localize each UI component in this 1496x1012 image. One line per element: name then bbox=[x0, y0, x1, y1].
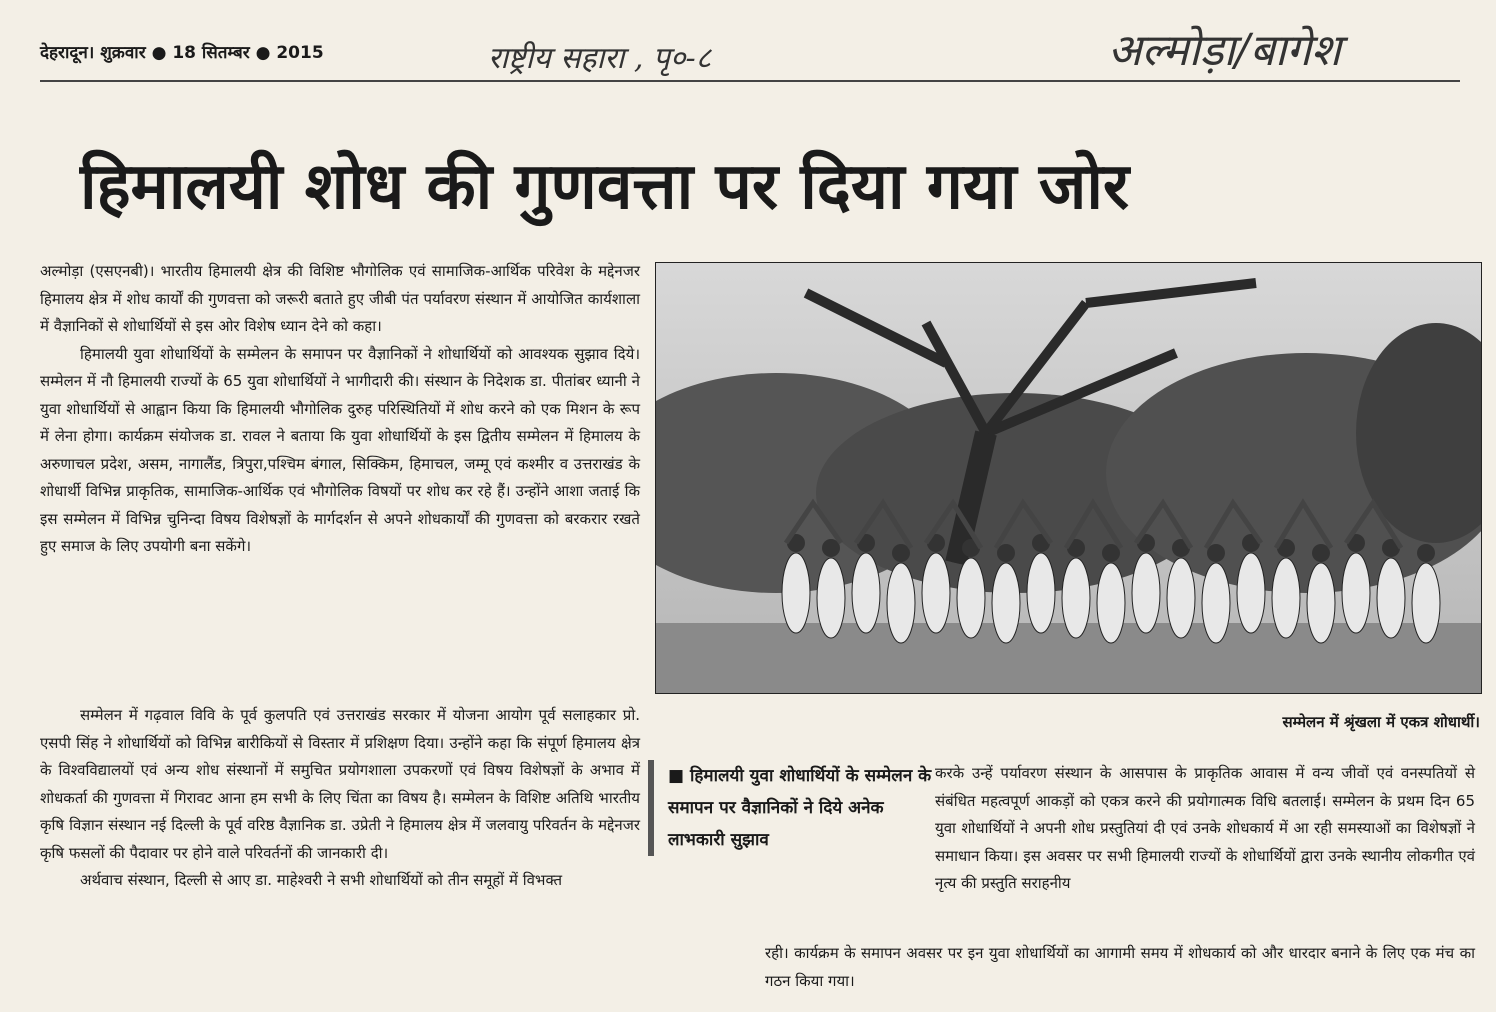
paragraph: हिमालयी युवा शोधार्थियों के सम्मेलन के समापन पर वैज्ञानिकों ने शोधार्थियों को आवश्यक सुझाव दिये। सम्मेलन में नौ हिमालयी राज्यों के 65 युवा शोधार्थियों ने भागीदारी की। संस्थान के निदेशक डा. पीतांबर ध्यानी ने युवा शोधार्थियों से आह्वान किया कि हिमालयी भौगोलिक दुरुह परिस्थितियों में शोध करने को एक मिशन के रूप में लेना होगा। कार्यक्रम संयोजक डा. रावल ने बताया कि युवा शोधार्थियों के इस द्वितीय सम्मेलन में हिमालय के अरुणाचल प्रदेश, असम, नागालैंड, त्रिपुरा,पश्चिम बंगाल, सिक्किम, हिमाचल, जम्मू एवं कश्मीर व उत्तराखंड के शोधार्थी विभिन्न प्राकृतिक, सामाजिक-आर्थिक एवं भौगोलिक विषयों पर शोध कर रहे हैं। उन्होंने आशा जताई कि इस सम्मेलन में विभिन्न चुनिन्दा विषय विशेषज्ञों के मार्गदर्शन से अपने शोधकार्यों की गुणवत्ता को बरकरार रखते हुए समाज के लिए उपयोगी बना सकेंगे। bbox=[40, 344, 640, 555]
column-1-top bbox=[40, 258, 640, 561]
paragraph: सम्मेलन में गढ़वाल विवि के पूर्व कुलपति एवं उत्तराखंड सरकार में योजना आयोग पूर्व सलाहकार प्रो. एसपी सिंह ने शोधार्थियों को विभिन्न बारीकियों से विस्तार में प्रशिक्षण दिया। उन्होंने कहा कि संपूर्ण हिमालय क्षेत्र के विश्वविद्यालयों एवं अन्य शोध संस्थानों में समुचित प्रयोगशाला उपकरणों एवं विषय विशेषज्ञों के अभाव में शोधकर्ता की गुणवत्ता में गिरावट आना हम सभी के लिए चिंता का विषय है। सम्मेलन के विशिष्ट अतिथि भारतीय कृषि विज्ञान संस्थान नई दिल्ली के पूर्व वरिष्ठ वैज्ञानिक डा. उप्रेती ने हिमालय क्षेत्र में जलवायु परिवर्तन के मद्देनजर कृषि फसलों की पैदावार पर होने वाले परिवर्तनों की जानकारी दी। bbox=[40, 706, 640, 862]
handwritten-source-note: राष्ट्रीय सहारा , पृ०-८ bbox=[488, 41, 712, 76]
photo-caption: सम्मेलन में श्रृंखला में एकत्र शोधार्थी। bbox=[1282, 713, 1480, 731]
dateline: देहरादून। शुक्रवार ● 18 सितम्बर ● 2015 bbox=[40, 43, 324, 63]
column-3-top bbox=[935, 760, 1475, 898]
handwritten-place-note: अल्मोड़ा/बागेश bbox=[1108, 25, 1341, 76]
column-3-bottom bbox=[765, 940, 1475, 995]
paragraph-lead: अल्मोड़ा (एसएनबी)। भारतीय हिमालयी क्षेत्र की विशिष्ट भौगोलिक एवं सामाजिक-आर्थिक परिवेश के मद्देनजर हिमालय क्षेत्र में शोध कार्यों की गुणवत्ता को जरूरी बताते हुए जीबी पंत पर्यावरण संस्थान में आयोजित कार्यशाला में वैज्ञानिकों से शोधार्थियों से इस ओर विशेष ध्यान देने को कहा। bbox=[40, 262, 640, 335]
group-photo bbox=[655, 262, 1482, 694]
pull-quote: ■ हिमालयी युवा शोधार्थियों के सम्मेलन के समापन पर वैज्ञानिकों ने दिये अनेक लाभकारी सुझाव bbox=[648, 760, 933, 856]
paragraph: अर्थवाच संस्थान, दिल्ली से आए डा. माहेश्वरी ने सभी शोधार्थियों को तीन समूहों में विभक्त bbox=[80, 871, 563, 889]
paragraph: करके उन्हें पर्यावरण संस्थान के आसपास के प्राकृतिक आवास में वन्य जीवों एवं वनस्पतियों से संबंधित महत्वपूर्ण आकड़ों को एकत्र करने की प्रयोगात्मक विधि बतलाई। सम्मेलन के प्रथम दिन 65 युवा शोधार्थियों ने अपनी शोध प्रस्तुतियां दी एवं उनके शोधकार्य में आ रही समस्याओं का विशेषज्ञों ने समाधान किया। इस अवसर पर सभी हिमालयी राज्यों के शोधार्थियों द्वारा उनके स्थानीय लोकगीत एवं नृत्य की प्रस्तुति सराहनीय bbox=[935, 764, 1475, 892]
header-rule bbox=[40, 80, 1460, 82]
paragraph: रही। कार्यक्रम के समापन अवसर पर इन युवा शोधार्थियों का आगामी समय में शोधकार्य को और धारदार बनाने के लिए एक मंच का गठन किया गया। bbox=[765, 944, 1475, 990]
headline: हिमालयी शोध की गुणवत्ता पर दिया गया जोर bbox=[80, 150, 1130, 224]
group-photo-illustration bbox=[656, 263, 1481, 693]
column-1-bottom bbox=[40, 702, 640, 895]
